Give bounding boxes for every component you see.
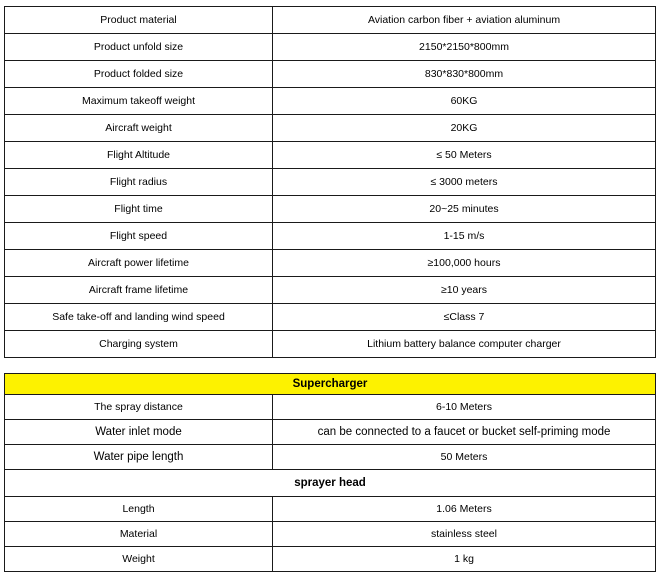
section-header-row: [5, 470, 656, 497]
spec-label: Aircraft power lifetime: [5, 250, 273, 277]
spec-value: 830*830*800mm: [273, 61, 656, 88]
table-row: [5, 304, 656, 331]
table-row: [5, 497, 656, 522]
spec-value: 60KG: [273, 88, 656, 115]
spec-value: 1-15 m/s: [273, 223, 656, 250]
spec-label: Flight speed: [5, 223, 273, 250]
table-row: [5, 250, 656, 277]
spec-value: 20KG: [273, 115, 656, 142]
spec-label: Water inlet mode: [5, 420, 273, 445]
spec-value: stainless steel: [273, 522, 656, 547]
table-row: [5, 169, 656, 196]
spec-value: ≤ 50 Meters: [273, 142, 656, 169]
spec-value: ≥100,000 hours: [273, 250, 656, 277]
sprayer-head-heading: sprayer head: [5, 470, 656, 497]
table-row: [5, 88, 656, 115]
spec-value: 6-10 Meters: [273, 395, 656, 420]
table-row: [5, 223, 656, 250]
spec-value: Aviation carbon fiber + aviation aluminum: [273, 7, 656, 34]
table-row: [5, 142, 656, 169]
spec-label: Aircraft frame lifetime: [5, 277, 273, 304]
spec-label: The spray distance: [5, 395, 273, 420]
table-row: [5, 547, 656, 572]
specifications-table: [4, 6, 656, 358]
spec-label: Material: [5, 522, 273, 547]
spec-value: Lithium battery balance computer charger: [273, 331, 656, 358]
table-row: [5, 7, 656, 34]
spec-value: 1.06 Meters: [273, 497, 656, 522]
spec-label: Water pipe length: [5, 445, 273, 470]
spec-value: 50 Meters: [273, 445, 656, 470]
spec-label: Length: [5, 497, 273, 522]
table-row: [5, 34, 656, 61]
spec-label: Product folded size: [5, 61, 273, 88]
spec-value: ≤ 3000 meters: [273, 169, 656, 196]
spec-label: Weight: [5, 547, 273, 572]
supercharger-table: [4, 373, 656, 572]
spec-value: ≤Class 7: [273, 304, 656, 331]
table-row: [5, 277, 656, 304]
table-row: [5, 445, 656, 470]
spec-value: 20~25 minutes: [273, 196, 656, 223]
table-row: [5, 395, 656, 420]
supercharger-heading: Supercharger: [5, 374, 656, 395]
spec-label: Product unfold size: [5, 34, 273, 61]
spec-label: Flight time: [5, 196, 273, 223]
table-row: [5, 61, 656, 88]
table-row: [5, 115, 656, 142]
table-row: [5, 420, 656, 445]
spec-label: Flight Altitude: [5, 142, 273, 169]
table-row: [5, 196, 656, 223]
spec-label: Charging system: [5, 331, 273, 358]
spec-label: Maximum takeoff weight: [5, 88, 273, 115]
spec-label: Safe take-off and landing wind speed: [5, 304, 273, 331]
spec-value: 1 kg: [273, 547, 656, 572]
section-header-row: [5, 374, 656, 395]
spec-label: Product material: [5, 7, 273, 34]
spec-value: 2150*2150*800mm: [273, 34, 656, 61]
spec-value: can be connected to a faucet or bucket self-priming mode: [273, 420, 656, 445]
spec-value: ≥10 years: [273, 277, 656, 304]
spec-label: Flight radius: [5, 169, 273, 196]
table-row: [5, 331, 656, 358]
spec-label: Aircraft weight: [5, 115, 273, 142]
table-row: [5, 522, 656, 547]
